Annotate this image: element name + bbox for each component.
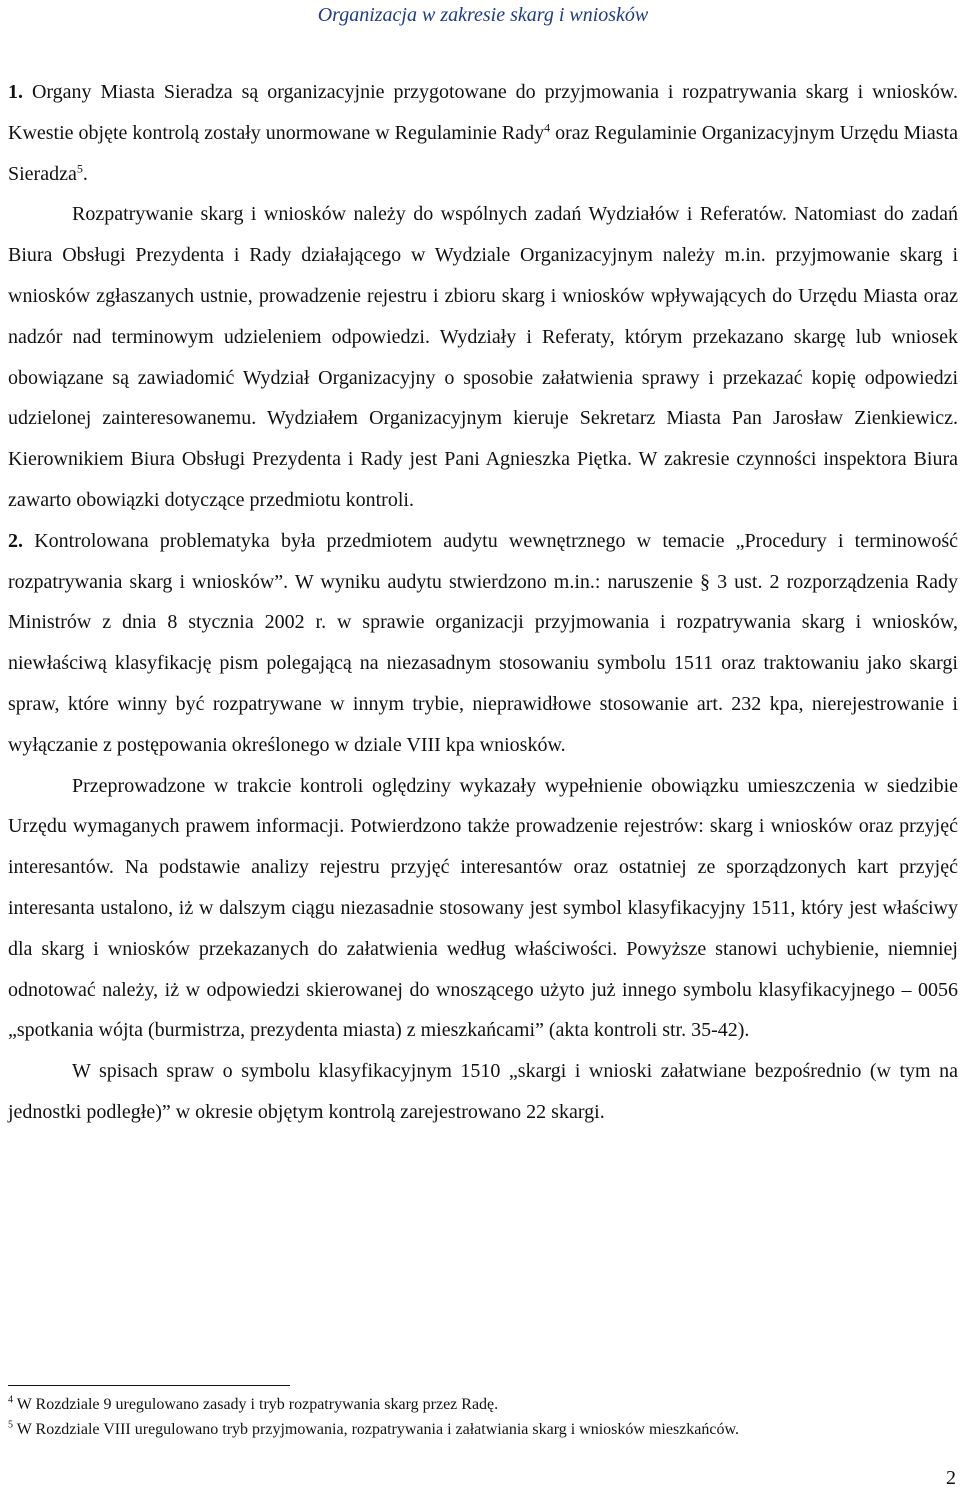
footnote-4: [8, 1392, 958, 1417]
footnote-ref-4: 4: [544, 120, 551, 135]
footnote-number: 5: [8, 1419, 13, 1431]
section-1-paragraph-2: Rozpatrywanie skarg i wniosków należy do wspólnych zadań Wydziałów i Referatów. Natomiast do zadań Biura Obsługi Prezydenta i Rady działającego w Wydziale Organizacyjnym należy m.in. przyjmowanie skarg i wniosków zgłaszanych ustnie, prowadzenie rejestru i zbioru skarg i wniosków wpływających do Urzędu Miasta oraz nadzór nad terminowym udzieleniem odpowiedzi. Wydziały i Referaty, którym przekazano skargę lub wniosek obowiązane są zawiadomić Wydział Organizacyjny o sposobie załatwienia sprawy i przekazać kopię odpowiedzi udzielonej zainteresowanemu. Wydziałem Organizacyjnym kieruje Sekretarz Miasta Pan Jarosław Zienkiewicz. Kierownikiem Biura Obsługi Prezydenta i Rady jest Pani Agnieszka Piętka. W zakresie czynności inspektora Biura zawarto obowiązki dotyczące przedmiotu kontroli.: [8, 203, 958, 511]
footnote-separator: [8, 1385, 290, 1386]
section-1-text-b: oraz Regulaminie Organizacyjnym Urzędu Miasta Sieradza: [8, 121, 958, 185]
section-2-paragraph-3: W spisach spraw o symbolu klasyfikacyjnym 1510 „skargi i wnioski załatwiane bezpośrednio (w tym na jednostki podległe)” w okresie objętym kontrolą zarejestrowano 22 skargi.: [8, 1060, 958, 1123]
page-header: Organizacja w zakresie skarg i wniosków: [317, 4, 649, 26]
page-number: 2: [946, 1467, 956, 1489]
footnote-text: W Rozdziale 9 uregulowano zasady i tryb rozpatrywania skarg przez Radę.: [13, 1396, 499, 1413]
footnote-5: [8, 1417, 958, 1442]
document-body: [8, 72, 958, 1133]
footnotes: [8, 1392, 958, 1442]
section-2-paragraph-1: [8, 521, 958, 766]
section-1-text-a: Organy Miasta Sieradza są organizacyjnie przygotowane do przyjmowania i rozpatrywania skarg i wniosków. Kwestie objęte kontrolą zostały unormowane w Regulaminie Rady: [8, 81, 959, 144]
footnote-text: W Rozdziale VIII uregulowano tryb przyjmowania, rozpatrywania i załatwiania skarg i wniosków mieszkańców.: [13, 1421, 739, 1438]
footnote-ref-5: 5: [76, 160, 83, 175]
section-1-number: 1.: [8, 81, 23, 103]
section-2-number: 2.: [8, 529, 23, 552]
document-page: [8, 0, 958, 1497]
section-2-paragraph-2: Przeprowadzone w trakcie kontroli oględziny wykazały wypełnienie obowiązku umieszczenia w siedzibie Urzędu wymaganych prawem informacji. Potwierdzono także prowadzenie rejestrów: skarg i wniosków oraz przyjęć interesantów. Na podstawie analizy rejestru przyjęć interesantów oraz ostatniej ze sporządzonych kart przyjęć interesanta ustalono, iż w dalszym ciągu niezasadnie stosowany jest symbol klasyfikacyjny 1511, który jest właściwy dla skarg i wniosków przekazanych do załatwienia według właściwości. Powyższe stanowi uchybienie, niemniej odnotować należy, iż w odpowiedzi skierowanej do wnoszącego użyto już innego symbolu klasyfikacyjnego – 0056 „spotkania wójta (burmistrza, prezydenta miasta) z mieszkańcami” (akta kontroli str. 35-42).: [8, 774, 958, 1042]
section-1-text-c: .: [82, 162, 88, 185]
section-2-text: Kontrolowana problematyka była przedmiotem audytu wewnętrznego w temacie „Procedury i terminowość rozpatrywania skarg i wniosków”. W wyniku audytu stwierdzono m.in.: naruszenie § 3 ust. 2 rozporządzenia Rady Ministrów z dnia 8 stycznia 2002 r. w sprawie organizacji przyjmowania i rozpatrywania skarg i wniosków, niewłaściwą klasyfikację pism polegającą na niezasadnym stosowaniu symbolu 1511 oraz traktowaniu jako skargi spraw, które winny być rozpatrywane w innym trybie, nieprawidłowe stosowanie art. 232 kpa, nierejestrowanie i wyłączanie z postępowania określonego w dziale VIII kpa wniosków.: [8, 529, 958, 756]
section-1-paragraph-1: [8, 72, 958, 194]
footnote-number: 4: [8, 1394, 13, 1406]
